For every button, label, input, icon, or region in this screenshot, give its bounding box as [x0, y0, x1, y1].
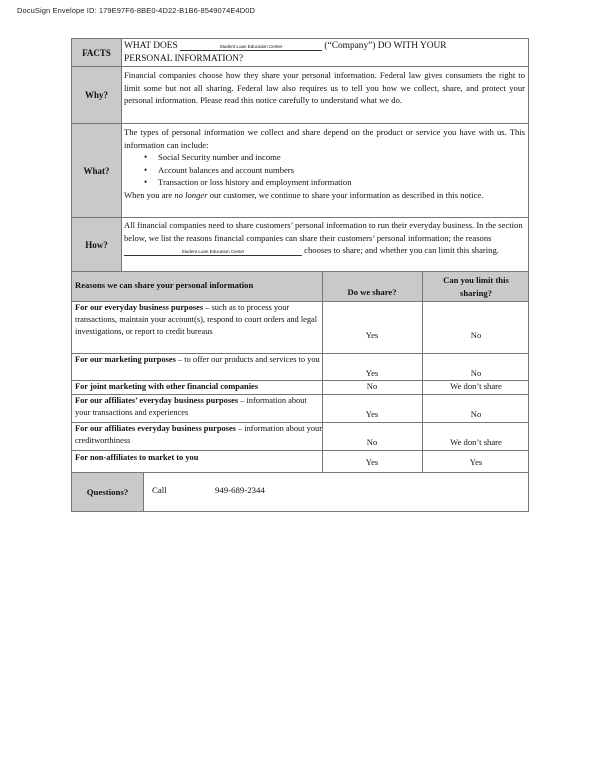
limit-value: Yes — [469, 457, 483, 467]
questions-phone: 949-689-2344 — [215, 485, 265, 495]
reason-title: For our marketing purposes — [75, 355, 176, 364]
facts-label: FACTS — [72, 39, 122, 66]
company-name-blank: Student Loan Education Center — [180, 43, 322, 51]
divider — [72, 450, 528, 451]
limit-value: We don’t share — [450, 437, 502, 447]
what-closing-italic: no longer — [174, 189, 208, 200]
limit-value: No — [470, 368, 482, 378]
facts-row — [72, 39, 528, 66]
reason-cell — [75, 395, 322, 419]
column-divider — [322, 272, 323, 472]
what-text — [124, 126, 525, 201]
reason-title: For joint marketing with other financial companies — [75, 382, 259, 391]
what-closing-b: our customer, we continue to share your information as described in this notice. — [209, 189, 484, 200]
reasons-header-row — [72, 272, 528, 301]
why-label: Why? — [72, 67, 122, 123]
what-bullet: • Transaction or loss history and employment information — [158, 176, 525, 189]
company-name-blank: Student Loan Education Center — [124, 248, 302, 256]
limit-value: We don’t share — [450, 381, 502, 391]
how-row — [72, 218, 528, 271]
column-divider — [422, 272, 423, 472]
reason-detail: – information about your transactions and experiences — [75, 396, 307, 417]
limit-value: No — [470, 330, 482, 340]
how-text-a: All financial companies need to share customers’ personal information to run their everyday business. In the section below, we list the reasons financial companies can share their customers’ personal information; the reasons — [124, 220, 523, 243]
reason-cell — [75, 452, 322, 464]
questions-row — [72, 473, 528, 511]
why-text: Financial companies choose how they share your personal information. Federal law gives consumers the right to limit some but not all sharing. Federal law also requires us to tell you how we collect, share, and protect your personal information. Please read this notice carefully to understand what we do. — [124, 70, 525, 105]
reason-title: For our affiliates everyday business purposes — [75, 424, 236, 433]
reason-title: For non-affiliates to market to you — [75, 453, 199, 462]
header-do-we-share: Do we share? — [347, 287, 397, 297]
what-closing — [124, 189, 525, 202]
reason-title: For our affiliates’ everyday business purposes — [75, 396, 239, 405]
reason-detail: – information about your creditworthiness — [75, 424, 322, 445]
reason-cell — [75, 302, 322, 337]
share-value: Yes — [365, 368, 379, 378]
reason-cell — [75, 423, 322, 447]
questions-call-text: Call — [152, 485, 167, 495]
what-label: What? — [72, 124, 122, 217]
reason-detail: – such as to process your transactions, maintain your account(s), respond to court orders and legal investigations, or report to credit bureaus — [75, 303, 318, 336]
share-value: Yes — [365, 457, 379, 467]
share-value: Yes — [365, 330, 379, 340]
how-text — [124, 219, 525, 257]
how-label: How? — [72, 218, 122, 271]
reason-title: For our everyday business purposes — [75, 303, 204, 312]
how-text-b: chooses to share; and whether you can limit this sharing. — [304, 245, 499, 255]
header-can-you-limit: Can you limit this sharing? — [443, 275, 509, 298]
limit-value: No — [470, 409, 482, 419]
share-value: No — [366, 381, 378, 391]
envelope-id: DocuSign Envelope ID: 179E97F6-8BE0-4D22-B1B6-8549074E4D0D — [17, 6, 256, 15]
what-row — [72, 124, 528, 217]
reason-cell — [75, 354, 322, 366]
header-reasons: Reasons we can share your personal information — [75, 280, 254, 290]
reason-detail: – to offer our products and services to you — [175, 355, 320, 364]
facts-title-part2: (“Company”) DO WITH YOUR — [324, 41, 447, 51]
what-bullet: • Social Security number and income — [158, 151, 525, 164]
facts-title-part3: PERSONAL INFORMATION? — [124, 53, 244, 64]
questions-label: Questions? — [72, 473, 144, 511]
facts-title-part1: WHAT DOES — [124, 41, 178, 51]
reason-cell — [75, 381, 322, 393]
what-closing-a: When you are — [124, 189, 173, 200]
why-row — [72, 67, 528, 123]
share-value: Yes — [365, 409, 379, 419]
what-bullet: • Account balances and account numbers — [158, 164, 525, 177]
privacy-notice-table — [71, 38, 529, 512]
what-intro: The types of personal information we collect and share depend on the product or service you have with us. This information can include: — [124, 127, 525, 150]
facts-title — [124, 40, 525, 65]
share-value: No — [366, 437, 378, 447]
what-bullet-list — [124, 151, 525, 189]
